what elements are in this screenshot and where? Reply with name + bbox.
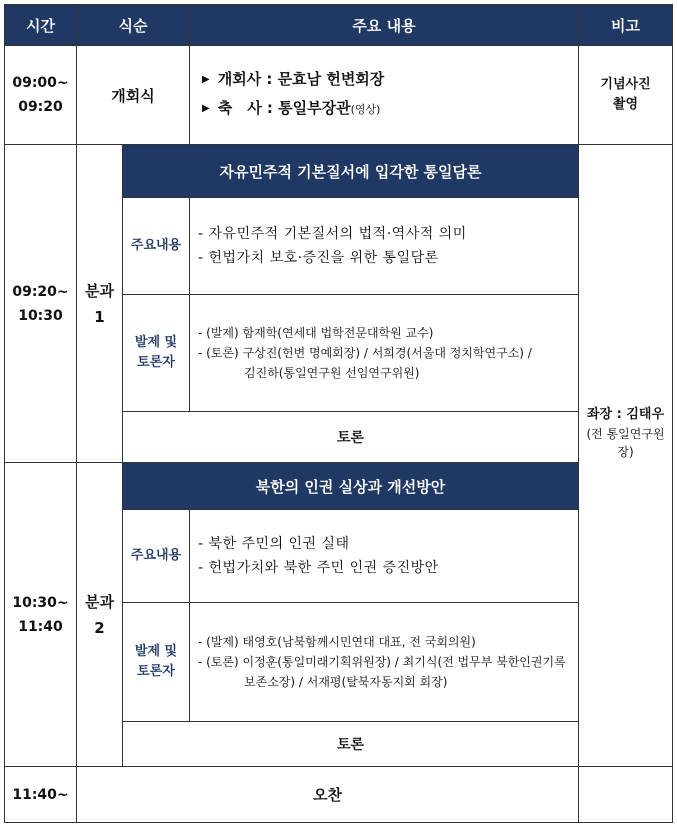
opening-item: ▶ 개회사 : 문효남 헌변회장 [202,70,385,88]
lunch-note [579,767,673,823]
header-row [5,5,673,46]
session1-main-content: - 자유민주적 기본질서의 법적·역사적 의미 - 헌법가치 보호·증진을 위한 통일담론 [190,198,579,295]
chair-detail: (전 통일연구원장) [586,427,665,459]
session2-title-row [5,463,673,510]
schedule-table [4,4,673,823]
session2-discussion: 토론 [123,722,579,767]
session2-main-content: - 북한 주민의 인권 실태 - 헌법가치와 북한 주민 인권 증진방안 [190,510,579,603]
arrow-right-icon: ▶ [202,103,210,114]
header-note: 비고 [579,5,673,46]
session1-discussants: - (토론) 구상진(헌변 명예회장) / 서희경(서울대 정치학연구소) / [198,346,532,360]
session1-discussion: 토론 [123,412,579,463]
session1-label: 분과 1 [77,145,123,463]
arrow-right-icon: ▶ [202,74,210,85]
chair-label: 좌장 : 김태우 [586,407,665,422]
opening-time: 09:00~ 09:20 [5,46,77,145]
opening-items [190,46,579,145]
lunch-row [5,767,673,823]
session1-time: 09:20~ 10:30 [5,145,77,463]
session2-label: 분과 2 [77,463,123,767]
header-order: 식순 [77,5,190,46]
session1-title: 자유민주적 기본질서에 입각한 통일담론 [123,145,579,198]
lunch-time: 11:40~ [5,767,77,823]
session2-main-label: 주요내용 [123,510,190,603]
session1-main-label: 주요내용 [123,198,190,295]
opening-note: 기념사진 촬영 [579,46,673,145]
lunch-title: 오찬 [77,767,579,823]
session1-title-row [5,145,673,198]
header-time: 시간 [5,5,77,46]
opening-row [5,46,673,145]
program-schedule [4,4,672,823]
chair-cell [579,145,673,767]
session2-presenter: - (발제) 태영호(남북함께시민연대 대표, 전 국회의원) [198,635,476,649]
header-main: 주요 내용 [190,5,579,46]
session1-presenter: - (발제) 함재학(연세대 법학전문대학원 교수) [198,326,434,340]
opening-item: ▶ 축 사 : 통일부장관(영상) [202,99,381,117]
session1-speaker-label: 발제 및 토론자 [123,295,190,412]
session2-speaker-label: 발제 및 토론자 [123,603,190,722]
session1-speakers: - (발제) 함재학(연세대 법학전문대학원 교수) - (토론) 구상진(헌변 명예회장) / 서희경(서울대 정치학연구소) / 김진하(통일연구원 선임연구위원) [190,295,579,412]
session2-speakers: - (발제) 태영호(남북함께시민연대 대표, 전 국회의원) - (토론) 이정훈(통일미래기획위원장) / 최기식(전 법무부 북한인권기록 보존소장) / 서재평(탈북자동지회 회장) [190,603,579,722]
opening-title: 개회식 [77,46,190,145]
session2-time: 10:30~ 11:40 [5,463,77,767]
session2-title: 북한의 인권 실상과 개선방안 [123,463,579,510]
session2-discussants: - (토론) 이정훈(통일미래기획위원장) / 최기식(전 법무부 북한인권기록 [198,655,566,669]
